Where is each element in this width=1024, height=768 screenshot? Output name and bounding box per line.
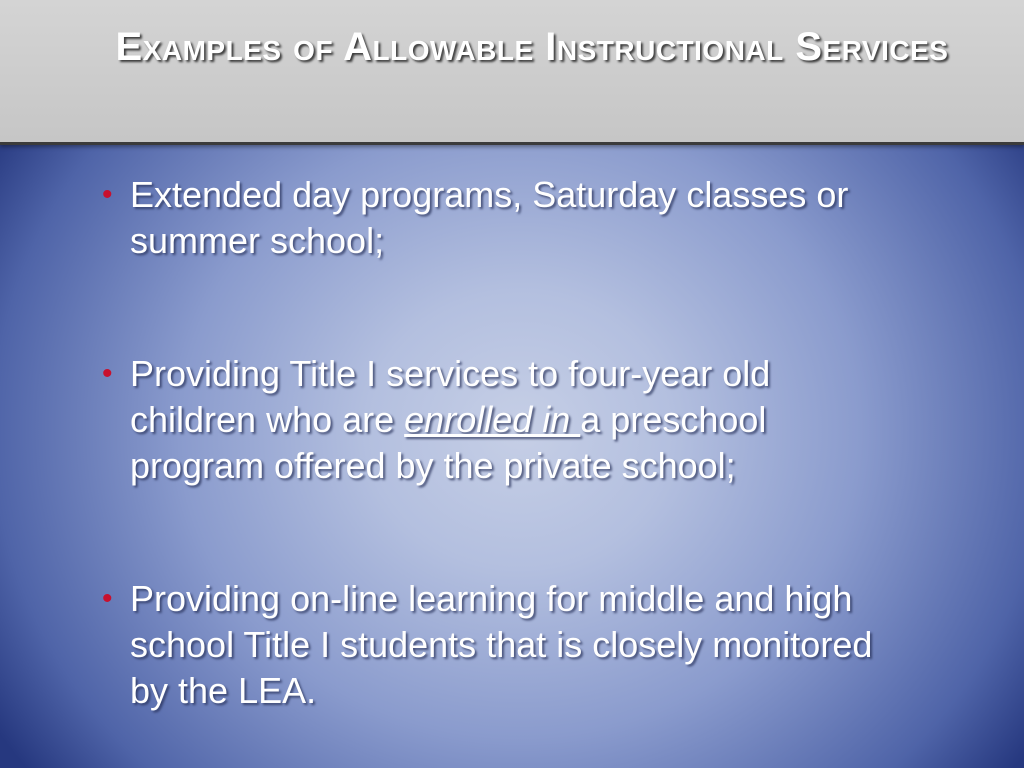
slide-title: Examples of Allowable Instructional Services [115,25,949,69]
bullet-text-emphasis: enrolled in [404,399,581,440]
bullet-text: Extended day programs, Saturday classes or summer school; [130,174,849,261]
bullet-item-online-learning [100,576,880,714]
bullet-text-after: a preschool program offered by the private school; [130,399,767,486]
bullet-dot-icon: • [102,178,113,211]
title-bar [0,0,1024,145]
bullet-item-extended-day [100,172,880,264]
bullet-dot-icon: • [102,582,113,615]
bullet-text: Providing on-line learning for middle and high school Title I students that is closely monitored by the LEA. [130,578,873,711]
bullet-text-before: Providing Title I services to four-year old children who are [130,353,771,440]
bullet-dot-icon: • [102,357,113,390]
bullet-item-preschool [100,351,880,489]
bullet-list [100,172,880,714]
